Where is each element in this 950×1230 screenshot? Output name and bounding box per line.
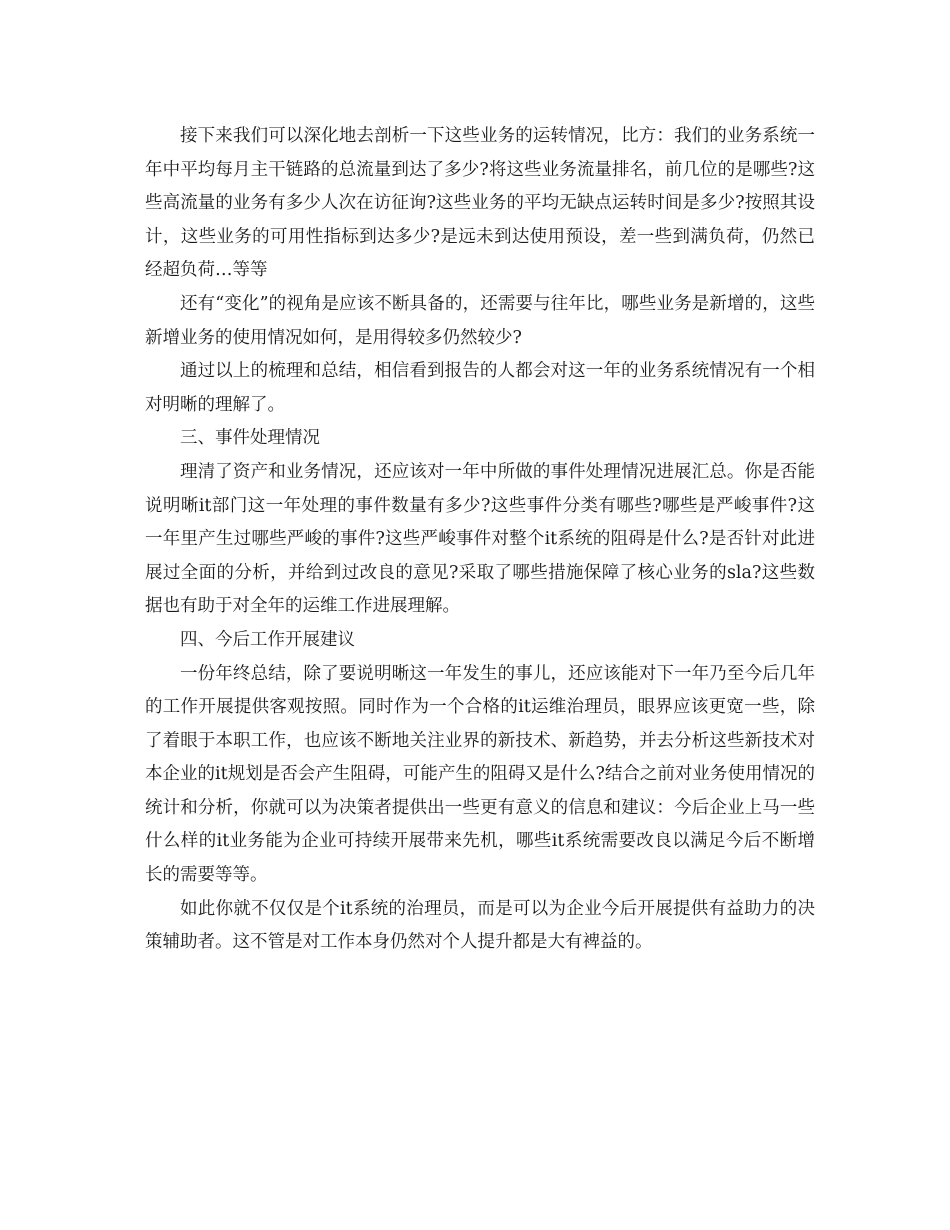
paragraph-business-analysis: 接下来我们可以深化地去剖析一下这些业务的运转情况，比方：我们的业务系统一年中平均每月主干链路的总流量到达了多少?将这些业务流量排名，前几位的是哪些?这些高流量的业务有多少人次在访征询?这些业务的平均无缺点运转时间是多少?按照其设计，这些业务的可用性指标到达多少?是远未到达使用预设，差一些到满负荷，仍然已经超负荷…等等: [145, 126, 815, 281]
section-heading-event-handling: 三、事件处理情况: [180, 428, 320, 449]
paragraph-conclusion: 如此你就不仅仅是个it系统的治理员，而是可以为企业今后开展提供有益助力的决策辅助者。这不管是对工作本身仍然对个人提升都是大有裨益的。: [145, 898, 815, 953]
paragraph-change-perspective: 还有“变化”的视角是应该不断具备的，还需要与往年比，哪些业务是新增的，这些新增业务的使用情况如何，是用得较多仍然较少?: [145, 293, 815, 348]
document-page: [145, 120, 815, 960]
section-heading-future-suggestions: 四、今后工作开展建议: [180, 629, 355, 650]
paragraph-summary: 通过以上的梳理和总结，相信看到报告的人都会对这一年的业务系统情况有一个相对明晰的理解了。: [145, 361, 815, 415]
paragraph-future-suggestions: 一份年终总结，除了要说明晰这一年发生的事儿，还应该能对下一年乃至今后几年的工作开展提供客观按照。同时作为一个合格的it运维治理员，眼界应该更宽一些，除了着眼于本职工作，也应该不断地关注业界的新技术、新趋势，并去分析这些新技术对本企业的it规划是否会产生阻碍，可能产生的阻碍又是什么?结合之前对业务使用情况的统计和分析，你就可以为决策者提供出一些更有意义的信息和建议：今后企业上马一些什么样的it业务能为企业可持续开展带来先机，哪些it系统需要改良以满足今后不断增长的需要等等。: [145, 663, 815, 886]
paragraph-event-handling: 理清了资产和业务情况，还应该对一年中所做的事件处理情况进展汇总。你是否能说明晰it部门这一年处理的事件数量有多少?这些事件分类有哪些?哪些是严峻事件?这一年里产生过哪些严峻的事件?这些严峻事件对整个it系统的阻碍是什么?是否针对此进展过全面的分析，并给到过改良的意见?采取了哪些措施保障了核心业务的sla?这些数据也有助于对全年的运维工作进展理解。: [145, 461, 815, 617]
